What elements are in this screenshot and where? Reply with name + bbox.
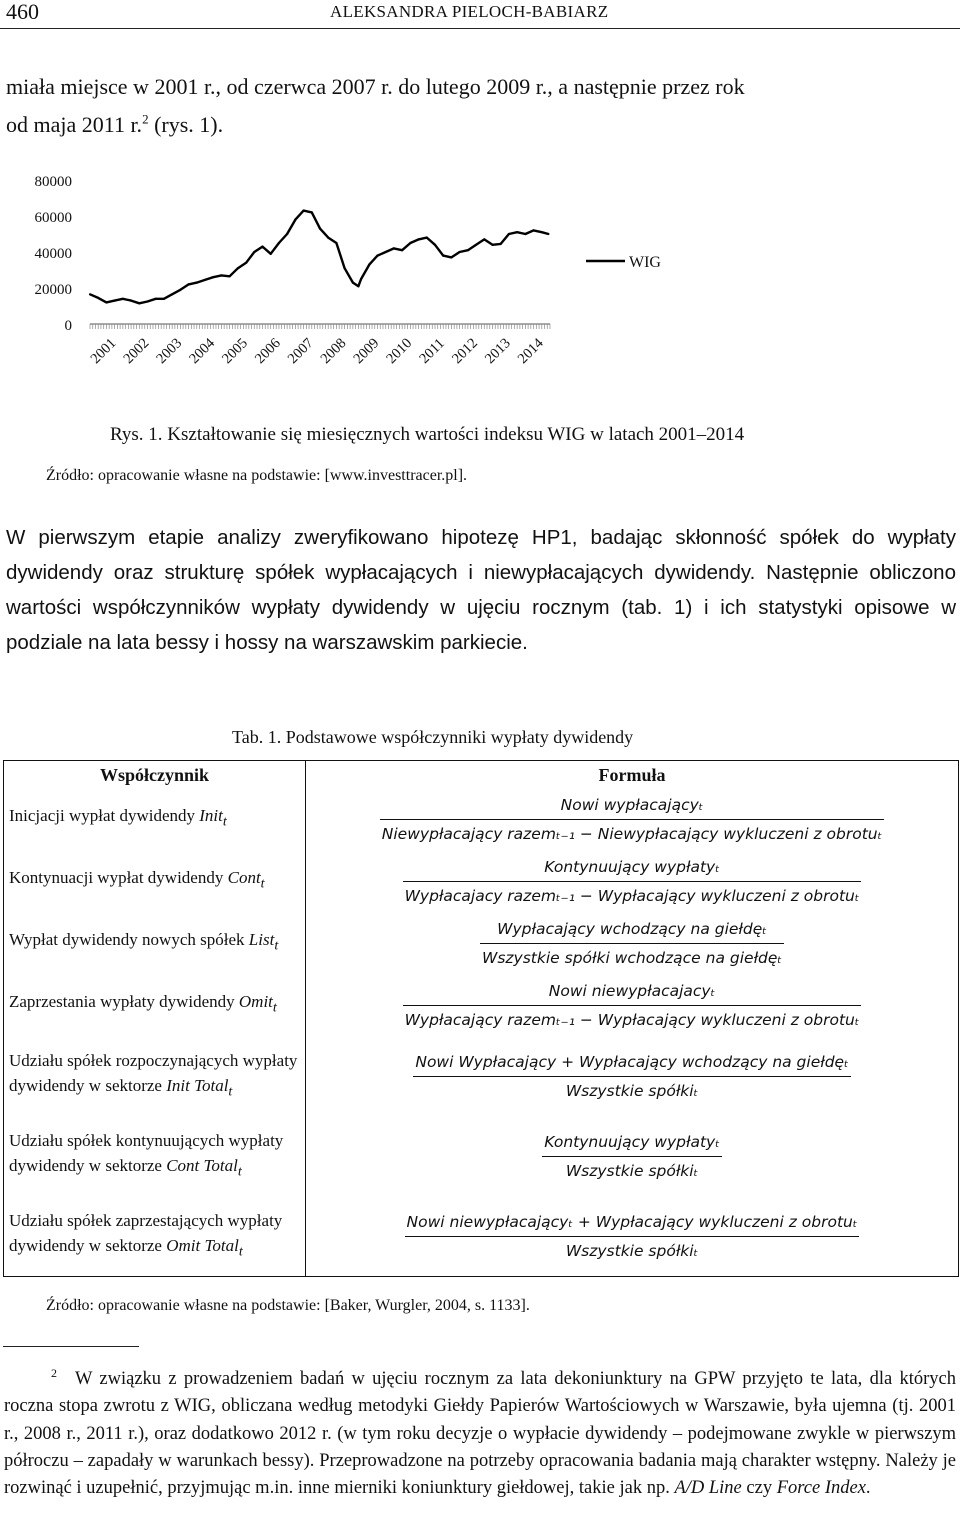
table-header-row [4,761,959,789]
data-point [146,300,148,302]
formula-cell [306,974,959,1036]
header-formula: Formuła [598,764,666,785]
coefficient-name-cell [4,850,306,912]
data-point [500,243,502,245]
data-point [344,267,346,269]
wig-line-chart [0,160,720,410]
data-point [253,251,255,253]
data-point [138,302,140,304]
footnote-marker: 2 [51,1366,57,1380]
data-point [130,300,132,302]
formula-fraction [542,1128,722,1185]
data-point [319,228,321,230]
formula-cell [306,1036,959,1116]
formula-fraction [403,977,862,1034]
data-point [385,251,387,253]
formula-denominator: Wypłacajacy razemₜ₋₁ − Wypłacający wykluczeni z obrotuₜ [404,886,860,905]
data-point [302,210,304,212]
coefficient-name-cell [4,912,306,974]
data-point [352,282,354,284]
coefficient-symbol: List [248,930,275,950]
intro-line-2-rest: (rys. 1). [148,112,224,138]
intro-line-2 [6,112,223,137]
page-header [0,0,960,30]
x-tick-label: 2009 [350,335,383,368]
formula-numerator: Kontynuujący wypłatyₜ [542,1128,722,1157]
data-point [491,244,493,246]
footnote-term-force-index: Force Index [776,1478,866,1499]
formula-cell [306,912,959,974]
formula-fraction [413,1048,850,1105]
formula-numerator: Nowi Wypłacający + Wypłacający wchodzący na giełdęₜ [413,1048,850,1077]
x-tick-label: 2002 [120,335,153,368]
data-point [532,229,534,231]
formula-cell [306,1116,959,1196]
data-point [311,211,313,213]
data-point [97,297,99,299]
data-point [541,231,543,233]
data-point [229,275,231,277]
table-row [4,1196,959,1277]
table-row [4,850,959,912]
table-body [4,788,959,1277]
data-point [409,242,411,244]
coefficient-name-cell [4,1036,306,1116]
data-point [179,289,181,291]
x-tick-label: 2007 [284,335,317,368]
intro-line-1: miała miejsce w 2001 r., od czerwca 2007 r. do lutego 2009 r., a następnie przez rok [6,74,745,99]
coefficient-symbol: Omit Total [166,1235,239,1255]
data-point [393,247,395,249]
coefficient-symbol: Cont [227,868,261,888]
formula-denominator: Wszystkie spółkiₜ [565,1241,699,1260]
data-point [434,244,436,246]
data-point [89,293,91,295]
x-tick-label: 2001 [87,335,120,368]
figure-caption: Rys. 1. Kształtowanie się miesięcznych wartości indeksu WIG w latach 2001–2014 [110,424,745,445]
data-point [237,267,239,269]
table-row [4,912,959,974]
footnote-ref[interactable]: 2 [142,112,149,127]
formula-numerator: Wypłacający wchodzący na giełdęₜ [480,915,784,944]
table-source: Źródło: opracowanie własne na podstawie: [Baker, Wurgler, 2004, s. 1133]. [46,1297,530,1314]
formula-cell [306,1196,959,1277]
chart-legend [586,254,661,271]
x-tick-label: 2013 [481,335,514,368]
coefficient-name: Wypłat dywidendy nowych spółek [9,930,249,950]
data-point [417,238,419,240]
data-point [426,237,428,239]
data-point [187,283,189,285]
data-point [327,237,329,239]
data-point [261,246,263,248]
table-row [4,1116,959,1196]
formula-denominator: Wszystkie spółkiₜ [565,1081,699,1100]
formula-fraction [380,791,884,848]
y-tick-label: 20000 [34,282,72,298]
data-point [122,298,124,300]
formula-cell [306,850,959,912]
coefficients-table [3,760,959,1277]
y-tick-label: 0 [64,318,72,334]
data-point [475,244,477,246]
footnote-rule [3,1346,139,1347]
formula-fraction [405,1208,860,1265]
data-point [360,278,362,280]
data-point [270,253,272,255]
coefficient-symbol: Init Total [166,1075,229,1095]
coefficient-subscript: t [237,1163,242,1180]
data-point [105,301,107,303]
data-point [114,300,116,302]
x-tick-label: 2006 [251,335,284,368]
data-point [220,274,222,276]
data-point [368,264,370,266]
formula-fraction [403,853,862,910]
figure-source: Źródło: opracowanie własne na podstawie: [www.investtracer.pl]. [46,467,468,484]
data-point [467,249,469,251]
formula-denominator: Wszystkie spółkiₜ [565,1161,699,1180]
table-row [4,788,959,850]
data-point [442,255,444,257]
data-point [357,285,359,287]
data-point [401,249,403,251]
x-tick-label: 2014 [514,335,547,368]
formula-numerator: Nowi niewypłacajacyₜ [403,977,862,1006]
footnote-text-3: . [865,1478,871,1499]
x-tick-label: 2004 [186,335,219,368]
coefficient-symbol: Omit [238,992,273,1012]
data-point [278,242,280,244]
data-point [294,219,296,221]
y-axis-ticks [35,174,73,334]
intro-paragraph [6,70,956,141]
x-tick-label: 2012 [449,335,481,368]
data-point [547,233,549,235]
coefficient-symbol: Init [199,806,223,826]
header-rule [0,28,960,29]
coefficient-subscript: t [272,999,277,1016]
table-row [4,1036,959,1116]
y-tick-label: 60000 [34,210,72,226]
footnote [4,1360,956,1503]
x-tick-label: 2011 [416,335,448,367]
x-tick-label: 2010 [383,335,416,368]
data-point [212,276,214,278]
data-point [171,293,173,295]
coefficient-symbol: Cont Total [166,1155,238,1175]
formula-denominator: Wypłacający razemₜ₋₁ − Wypłacający wykluczeni z obrotuₜ [404,1010,860,1029]
x-axis-minor-ticks [90,324,550,329]
coefficient-name-cell [4,788,306,850]
coefficient-name: Kontynuacji wypłat dywidendy [9,868,228,888]
data-point [286,233,288,235]
table-row [4,974,959,1036]
footnote-term-ad-line: A/D Line [674,1478,742,1499]
coefficient-name: Zaprzestania wypłaty dywidendy [9,992,239,1012]
intro-line-2-text: od maja 2011 r. [6,112,143,138]
coefficient-subscript: t [274,937,279,954]
data-point [516,231,518,233]
coefficient-name-cell [4,1196,306,1277]
coefficient-subscript: t [260,875,265,892]
data-point [245,262,247,264]
coefficient-name: Udziału spółek zaprzestających wypłaty dywidendy w sektorze [9,1210,283,1255]
data-point [524,233,526,235]
x-tick-label: 2008 [317,335,350,368]
coefficient-subscript: t [238,1243,243,1260]
formula-cell [306,788,959,850]
legend-label: WIG [629,254,661,271]
x-tick-label: 2003 [153,335,186,368]
data-point [450,256,452,258]
series-line-wig [90,211,548,304]
data-point [335,242,337,244]
footnote-text-2: czy [741,1478,777,1499]
formula-numerator: Nowi niewypłacającyₜ + Wypłacający wykluczeni z obrotuₜ [405,1208,860,1237]
data-point [163,298,165,300]
page-number: 460 [6,0,39,24]
data-point [155,298,157,300]
coefficient-subscript: t [222,813,227,830]
formula-denominator: Niewypłacający razemₜ₋₁ − Niewypłacający wykluczeni z obrotuₜ [381,824,883,843]
body-paragraph: W pierwszym etapie analizy zweryfikowano hipotezę HP1, badając skłonność spółek do wypłaty dywidendy oraz strukturę spółek wypłacających i niewypłacających dywidendy. Następnie obliczono wartości współczynników wypłaty dywidendy w ujęciu rocznym (tab. 1) i ich statystyki opisowe w podziale na lata bessy i hossy na warszawskim parkiecie. [6,526,956,654]
coefficient-subscript: t [228,1083,233,1100]
formula-numerator: Kontynuujący wypłatyₜ [403,853,862,882]
header-coefficient: Współczynnik [4,761,306,789]
y-tick-label: 80000 [34,174,72,190]
data-point [459,251,461,253]
formula-fraction [480,915,784,972]
formula-denominator: Wszystkie spółki wchodzące na giełdęₜ [482,948,782,967]
coefficient-name-cell [4,974,306,1036]
x-axis-tick-labels [88,335,547,367]
data-point [204,279,206,281]
table-title: Tab. 1. Podstawowe współczynniki wypłaty dywidendy [232,727,634,747]
coefficient-name: Udziału spółek kontynuujących wypłaty dywidendy w sektorze [9,1130,284,1175]
coefficient-name: Inicjacji wypłat dywidendy [9,806,200,826]
data-point [376,255,378,257]
formula-numerator: Nowi wypłacającyₜ [380,791,884,820]
x-tick-label: 2005 [219,335,251,368]
data-point [483,238,485,240]
coefficient-name: Udziału spółek rozpoczynających wypłaty dywidendy w sektorze [9,1050,298,1095]
footnote-text: W związku z prowadzeniem badań w ujęciu rocznym za lata dekoniunktury na GPW przyjęto te lata, dla których roczna stopa zwrotu z WIG, obliczana według metodyki Giełdy Papierów Wartościowych w Warszawie, była ujemna (tj. 2001 r., 2008 r., 2011 r.), oraz dodatkowo 2012 r. (w tym roku decyzje o wypłacie dywidendy – podejmowane zwykle w pierwszym półroczu – zapadały w warunkach bessy). Przeprowadzone na potrzeby opracowania badania mają charakter wstępny. Należy je rozwinąć i uzupełnić, przyjmując m.in. inne mierniki koniunktury giełdowej, takie jak np. [4,1369,956,1499]
data-point [196,282,198,284]
series-group [89,210,550,305]
coefficient-name-cell [4,1116,306,1196]
running-head: ALEKSANDRA PIELOCH-BABIARZ [330,2,609,21]
y-tick-label: 40000 [34,246,72,262]
data-point [508,233,510,235]
